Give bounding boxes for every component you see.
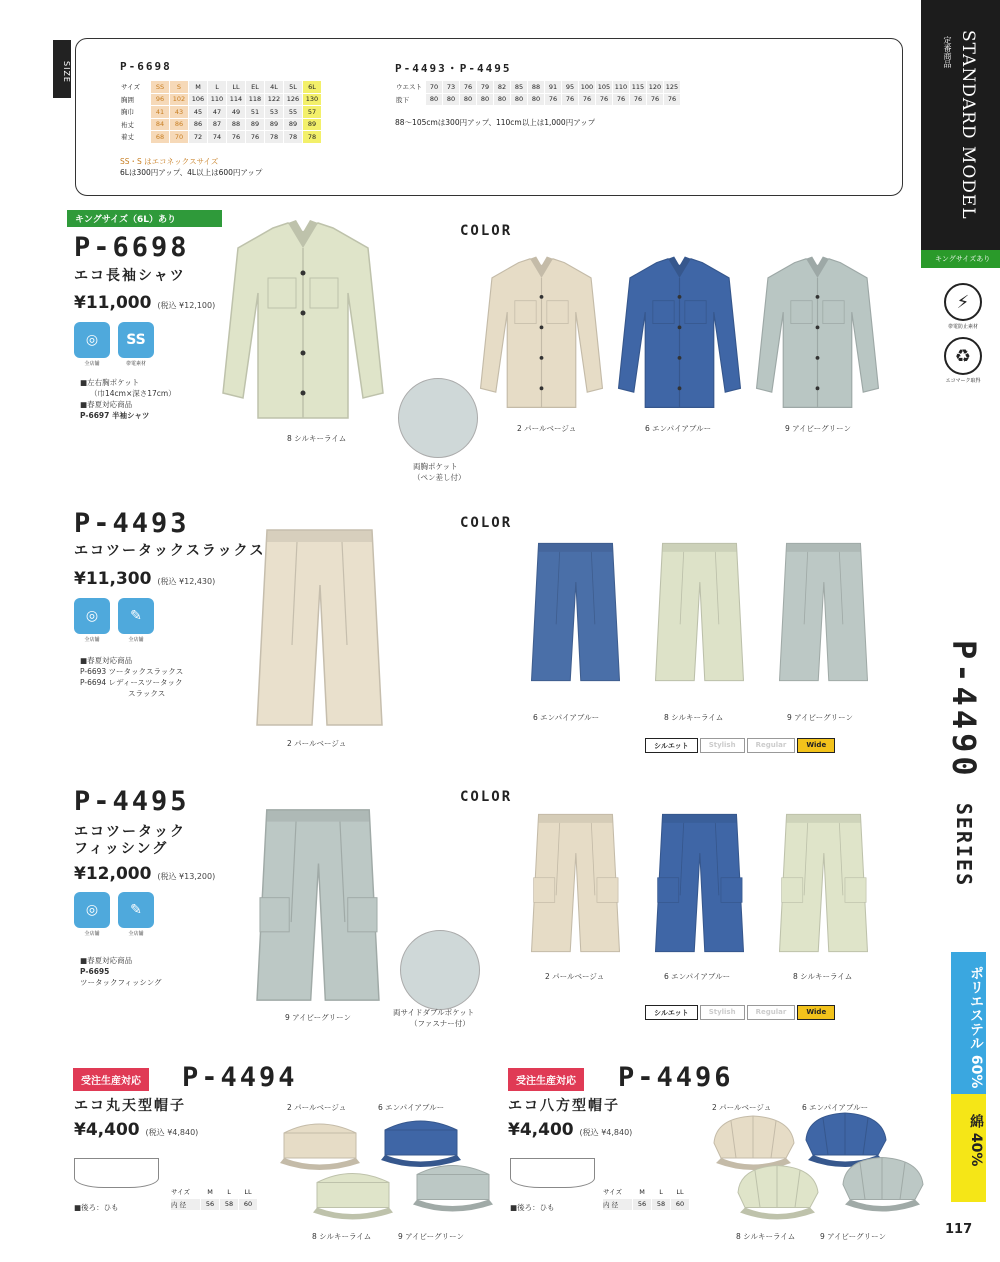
size-title-p6698: P-6698 <box>120 60 172 73</box>
cap-crown <box>714 1116 794 1158</box>
series-code: P-4490 <box>945 640 983 780</box>
antistatic-label: 帯電防止素材 <box>947 324 978 330</box>
cap-crown <box>317 1174 389 1208</box>
size-row <box>121 106 322 119</box>
price-tax: (税込 ¥4,840) <box>579 1128 633 1137</box>
slacks-main-image <box>252 525 387 730</box>
size-row <box>396 93 681 106</box>
cap-crown <box>738 1166 818 1208</box>
size-cell: 58 <box>220 1198 239 1211</box>
shirt-main-image <box>218 218 388 428</box>
size-cell: 84 <box>151 118 170 131</box>
cargo-pocket-left <box>658 878 679 903</box>
size-cell: 76 <box>579 93 596 106</box>
icon-caption: 全店舗 <box>128 637 144 643</box>
pants-waistband <box>787 814 861 822</box>
cargo-pocket-right <box>845 878 866 903</box>
pants-body <box>257 530 382 725</box>
features-p6698 <box>80 377 176 421</box>
cap-color-3 <box>730 1160 825 1225</box>
feature-icon-1 <box>74 892 110 937</box>
product-code-p6698: P-6698 <box>74 232 190 263</box>
feature-line: P-6693 ツータックスラックス <box>80 667 184 676</box>
size-cell: 76 <box>647 93 664 106</box>
size-row-label: 股下 <box>396 93 426 106</box>
cap-crown <box>385 1121 457 1155</box>
size-tab: SIZE <box>53 40 71 98</box>
size-cell: 96 <box>151 93 170 106</box>
product-name-p4493: エコツータックスラックス <box>74 543 266 559</box>
size-cell: L <box>652 1186 671 1199</box>
size-cell: 130 <box>303 93 322 106</box>
feature-line: ■春夏対応商品 <box>80 656 133 665</box>
size-cell: 60 <box>239 1198 258 1211</box>
size-cell: 89 <box>284 118 303 131</box>
features-p4493 <box>80 655 183 699</box>
size-cell: LL <box>227 81 246 94</box>
product-name-p6698: エコ長袖シャツ <box>74 268 186 284</box>
silhouette-regular: Regular <box>747 1005 796 1020</box>
size-note-2: 6Lは300円アップ、4L以上は600円アップ <box>120 168 263 177</box>
feature-line: P-6697 半袖シャツ <box>80 411 150 420</box>
cargo-pocket-left <box>534 878 555 903</box>
pants-waistband <box>663 814 737 822</box>
size-cell: 76 <box>664 93 681 106</box>
pants-waistband <box>539 814 613 822</box>
button-icon: ◎ <box>74 892 110 928</box>
pants-waistband <box>663 543 737 551</box>
size-row <box>121 131 322 144</box>
size-row <box>121 93 322 106</box>
size-cell: 125 <box>664 81 681 94</box>
size-cell: 76 <box>596 93 613 106</box>
made-to-order-badge: 受注生産対応 <box>508 1068 584 1091</box>
name-line: フィッシング <box>74 841 169 857</box>
price-value: ¥11,300 <box>74 569 152 589</box>
size-cell: 78 <box>303 131 322 144</box>
size-cell: 88 <box>528 81 545 94</box>
cap-back-diagram <box>74 1158 159 1188</box>
silhouette-scale-p4495 <box>645 1005 837 1020</box>
feature-line: ■春夏対応商品 <box>80 956 133 965</box>
cap-brim <box>845 1200 920 1212</box>
price-p4495 <box>74 864 215 884</box>
color-caption: 9 アイビーグリーン <box>785 424 852 433</box>
cap-size-table-p4496 <box>602 1185 690 1211</box>
pants-waistband <box>787 543 861 551</box>
cap-crown <box>843 1158 923 1200</box>
price-p4496 <box>508 1120 632 1140</box>
size-label: サイズ <box>603 1186 633 1199</box>
size-cell: 115 <box>630 81 647 94</box>
size-cell: 87 <box>208 118 227 131</box>
size-cell: 73 <box>443 81 460 94</box>
size-cell: 70 <box>426 81 443 94</box>
silhouette-wide: Wide <box>797 738 835 753</box>
size-cell: 86 <box>189 118 208 131</box>
made-to-order-badge: 受注生産対応 <box>73 1068 149 1091</box>
cargo-pocket-right <box>597 878 618 903</box>
size-cell: 80 <box>460 93 477 106</box>
series-suffix: SERIES <box>952 802 976 888</box>
size-cell: L <box>220 1186 239 1199</box>
size-cell: 126 <box>284 93 303 106</box>
cap-back-note: ■後ろ：ひも <box>510 1203 555 1212</box>
feature-icon-2 <box>118 598 154 643</box>
feature-line: P-6694 レディースツータック <box>80 678 183 687</box>
pants-waistband <box>539 543 613 551</box>
size-cell: M <box>201 1186 220 1199</box>
size-cell: M <box>189 81 208 94</box>
fishing-color-2 <box>652 798 747 968</box>
size-note-1: SS・S はエコネックスサイズ <box>120 157 219 166</box>
cargo-pocket-left <box>782 878 803 903</box>
feature-line: ■春夏対応商品 <box>80 400 133 409</box>
slacks-main-caption: 2 パールベージュ <box>287 739 347 748</box>
pocket-detail-caption: 両胸ポケット <box>413 462 458 471</box>
price-p4494 <box>74 1120 198 1140</box>
size-cell: 120 <box>647 81 664 94</box>
size-cell: 45 <box>189 106 208 119</box>
color-caption: 8 シルキーライム <box>793 972 853 981</box>
price-tax: (税込 ¥13,200) <box>157 872 216 881</box>
size-cell: 43 <box>170 106 189 119</box>
fishing-color-1 <box>528 798 623 968</box>
size-cell: 76 <box>246 131 265 144</box>
size-cell: 72 <box>189 131 208 144</box>
feature-line: ツータックフィッシング <box>80 978 162 987</box>
price-p4493 <box>74 569 215 589</box>
ss-icon: SS <box>118 322 154 358</box>
size-cell: LL <box>239 1186 258 1199</box>
ecomark-label: エコマーク取得 <box>945 378 981 384</box>
color-caption: 2 パールベージュ <box>517 424 577 433</box>
color-caption: 2 パールベージュ <box>545 972 605 981</box>
size-cell: 114 <box>227 93 246 106</box>
cargo-pocket-right <box>721 878 742 903</box>
icon-caption: 全店舗 <box>84 637 100 643</box>
size-cell: 105 <box>596 81 613 94</box>
silhouette-regular: Regular <box>747 738 796 753</box>
size-cell: 80 <box>494 93 511 106</box>
price-value: ¥11,000 <box>74 293 152 313</box>
cap-brim <box>313 1208 393 1220</box>
size-row <box>396 81 681 94</box>
size-label: 内 径 <box>171 1198 201 1211</box>
feature-icon-2 <box>118 892 154 937</box>
size-cell: 76 <box>630 93 647 106</box>
feature-icon-1 <box>74 598 110 643</box>
cap-brim <box>413 1200 493 1212</box>
zipper-icon: ✎ <box>118 598 154 634</box>
size-cell: 102 <box>170 93 189 106</box>
price-tax: (税込 ¥4,840) <box>145 1128 199 1137</box>
king-size-badge-p6698: キングサイズ（6L）あり <box>67 210 222 227</box>
size-cell: 80 <box>477 93 494 106</box>
size-cell: EL <box>246 81 265 94</box>
size-cell: 110 <box>613 81 630 94</box>
cap-color-4 <box>835 1152 930 1217</box>
color-caption: 9 アイビーグリーン <box>787 713 854 722</box>
fishing-main-image <box>248 805 388 1005</box>
size-cell: 74 <box>208 131 227 144</box>
button-icon: ◎ <box>74 598 110 634</box>
feature-line: P-6695 <box>80 967 110 976</box>
size-cell: 89 <box>246 118 265 131</box>
icon-caption: 全店舗 <box>128 931 144 937</box>
slacks-color-3 <box>776 522 871 702</box>
size-cell: 76 <box>545 93 562 106</box>
size-cell: 110 <box>208 93 227 106</box>
slacks-color-1 <box>528 522 623 702</box>
size-cell: 76 <box>227 131 246 144</box>
size-row-label: サイズ <box>121 81 151 94</box>
side-pocket-detail-image <box>400 930 480 1010</box>
silhouette-label: シルエット <box>645 738 698 753</box>
price-value: ¥4,400 <box>74 1120 140 1140</box>
pants-waistband <box>267 810 369 822</box>
fishing-main-caption: 9 アイビーグリーン <box>285 1013 352 1022</box>
color-caption: 6 エンパイアブルー <box>802 1103 869 1112</box>
size-cell: 76 <box>562 93 579 106</box>
silhouette-label: シルエット <box>645 1005 698 1020</box>
cotton-badge: 綿 40% <box>951 1094 986 1202</box>
size-row-label: ウエスト <box>396 81 426 94</box>
size-cell: 49 <box>227 106 246 119</box>
color-caption: 2 パールベージュ <box>287 1103 347 1112</box>
color-caption: 2 パールベージュ <box>712 1103 772 1112</box>
pocket-detail-image <box>398 378 478 458</box>
price-tax: (税込 ¥12,430) <box>157 577 216 586</box>
button-icon: ◎ <box>74 322 110 358</box>
icon-caption: 全店舗 <box>84 931 100 937</box>
color-heading-p6698: COLOR <box>460 223 513 239</box>
size-note-3: 88～105cmは300円アップ、110cm以上は1,000円アップ <box>395 118 596 127</box>
size-cell: 118 <box>246 93 265 106</box>
silhouette-stylish: Stylish <box>700 738 745 753</box>
size-cell: LL <box>671 1186 690 1199</box>
cargo-pocket-left <box>260 898 289 932</box>
silhouette-wide: Wide <box>797 1005 835 1020</box>
price-value: ¥12,000 <box>74 864 152 884</box>
features-p4495 <box>80 955 162 988</box>
size-cell: 80 <box>443 93 460 106</box>
size-cell: 4L <box>265 81 284 94</box>
size-cell: 78 <box>265 131 284 144</box>
feature-line: （巾14cm×深さ17cm） <box>90 389 176 398</box>
page-number: 117 <box>945 1222 973 1237</box>
shirt-color-3 <box>750 255 885 415</box>
zipper-icon: ✎ <box>118 892 154 928</box>
silhouette-stylish: Stylish <box>700 1005 745 1020</box>
size-cell: S <box>170 81 189 94</box>
silhouette-scale-p4493 <box>645 738 837 753</box>
size-cell: 100 <box>579 81 596 94</box>
product-code-p4495: P-4495 <box>74 786 190 817</box>
cap-color-4 <box>405 1152 500 1217</box>
size-cell: M <box>633 1186 652 1199</box>
shirt-color-2 <box>612 255 747 415</box>
size-cell: 86 <box>170 118 189 131</box>
cap-crown <box>417 1166 489 1200</box>
size-cell: 88 <box>227 118 246 131</box>
size-table-p6698 <box>120 80 322 144</box>
product-code-p4496: P-4496 <box>618 1062 734 1093</box>
color-caption: 6 エンパイアブルー <box>533 713 600 722</box>
polyester-badge: ポリエステル 60% <box>951 952 986 1094</box>
cap-crown <box>284 1124 356 1158</box>
size-cell: 57 <box>303 106 322 119</box>
size-row-label: 胸巾 <box>121 106 151 119</box>
shirt-color-1 <box>474 255 609 415</box>
fishing-color-3 <box>776 798 871 968</box>
name-line: エコツータック <box>74 824 186 840</box>
king-size-badge: キングサイズあり <box>921 250 1000 268</box>
size-cell: 79 <box>477 81 494 94</box>
standard-model-sub: 定番商品 <box>943 36 952 68</box>
size-table-p4493 <box>395 80 681 106</box>
price-p6698 <box>74 293 215 313</box>
size-row-label: 裄丈 <box>121 118 151 131</box>
size-cell: 70 <box>170 131 189 144</box>
product-name-p4495 <box>74 824 186 858</box>
size-cell: 76 <box>460 81 477 94</box>
size-row-label: 胸囲 <box>121 93 151 106</box>
size-cell: 80 <box>426 93 443 106</box>
size-cell: 6L <box>303 81 322 94</box>
product-code-p4493: P-4493 <box>74 508 190 539</box>
series-title <box>945 640 983 887</box>
feature-line: ■左右胸ポケット <box>80 378 140 387</box>
size-cell: 78 <box>284 131 303 144</box>
cap-brim <box>740 1208 815 1220</box>
price-tax: (税込 ¥12,100) <box>157 301 216 310</box>
size-cell: 68 <box>151 131 170 144</box>
size-cell: 85 <box>511 81 528 94</box>
color-caption: 6 エンパイアブルー <box>645 424 712 433</box>
size-cell: 47 <box>208 106 227 119</box>
size-cell: 51 <box>246 106 265 119</box>
pants-body <box>532 543 620 680</box>
color-caption: 6 エンパイアブルー <box>664 972 731 981</box>
size-cell: 89 <box>265 118 284 131</box>
color-caption: 9 アイビーグリーン <box>398 1232 465 1241</box>
pants-body <box>780 543 868 680</box>
pocket-detail-caption2: （ペン差し付） <box>413 473 466 482</box>
size-cell: SS <box>151 81 170 94</box>
size-cell: 56 <box>633 1198 652 1211</box>
size-cell: 41 <box>151 106 170 119</box>
size-cell: 80 <box>511 93 528 106</box>
ecomark-icon: ♻ <box>944 337 982 375</box>
antistatic-icon: ⚡ <box>944 283 982 321</box>
slacks-color-2 <box>652 522 747 702</box>
size-cell: 55 <box>284 106 303 119</box>
size-cell: 106 <box>189 93 208 106</box>
size-cell: 122 <box>265 93 284 106</box>
color-caption: 8 シルキーライム <box>664 713 724 722</box>
product-name-p4494: エコ丸天型帽子 <box>74 1098 186 1114</box>
color-heading-p4493: COLOR <box>460 515 513 531</box>
color-caption: 8 シルキーライム <box>736 1232 796 1241</box>
size-cell: 95 <box>562 81 579 94</box>
size-row-label: 着丈 <box>121 131 151 144</box>
standard-model-text: STANDARD MODEL <box>958 30 978 220</box>
color-caption: 8 シルキーライム <box>312 1232 372 1241</box>
size-cell: L <box>208 81 227 94</box>
product-name-p4496: エコ八方型帽子 <box>508 1098 620 1114</box>
size-cell: 53 <box>265 106 284 119</box>
cap-back-note: ■後ろ：ひも <box>74 1203 119 1212</box>
feature-line: スラックス <box>128 689 166 698</box>
shirt-main-caption: 8 シルキーライム <box>287 434 347 443</box>
size-title-p4493: P-4493・P-4495 <box>395 62 512 75</box>
cap-color-3 <box>305 1160 400 1225</box>
size-cell: 80 <box>528 93 545 106</box>
cargo-pocket-right <box>348 898 377 932</box>
icon-caption: 帯電素材 <box>125 361 146 367</box>
size-cell: 76 <box>613 93 630 106</box>
pants-waistband <box>267 530 372 542</box>
size-cell: 5L <box>284 81 303 94</box>
size-cell: 56 <box>201 1198 220 1211</box>
size-cell: 58 <box>652 1198 671 1211</box>
icon-caption: 全店舗 <box>84 361 100 367</box>
cap-size-table-p4494 <box>170 1185 258 1211</box>
price-value: ¥4,400 <box>508 1120 574 1140</box>
size-cell: 60 <box>671 1198 690 1211</box>
color-caption: 9 アイビーグリーン <box>820 1232 887 1241</box>
color-caption: 6 エンパイアブルー <box>378 1103 445 1112</box>
feature-icon-1 <box>74 322 110 367</box>
size-cell: 82 <box>494 81 511 94</box>
side-pocket-caption: 両サイドダブルポケット <box>393 1008 475 1017</box>
feature-icon-2 <box>118 322 154 367</box>
color-heading-p4495: COLOR <box>460 789 513 805</box>
size-label: サイズ <box>171 1186 201 1199</box>
size-row <box>121 81 322 94</box>
size-label: 内 径 <box>603 1198 633 1211</box>
size-cell: 91 <box>545 81 562 94</box>
cap-back-diagram <box>510 1158 595 1188</box>
side-pocket-caption2: （ファスナー付） <box>410 1019 470 1028</box>
product-code-p4494: P-4494 <box>182 1062 298 1093</box>
size-row <box>121 118 322 131</box>
size-cell: 89 <box>303 118 322 131</box>
pants-body <box>656 543 744 680</box>
cap-crown <box>806 1113 886 1155</box>
